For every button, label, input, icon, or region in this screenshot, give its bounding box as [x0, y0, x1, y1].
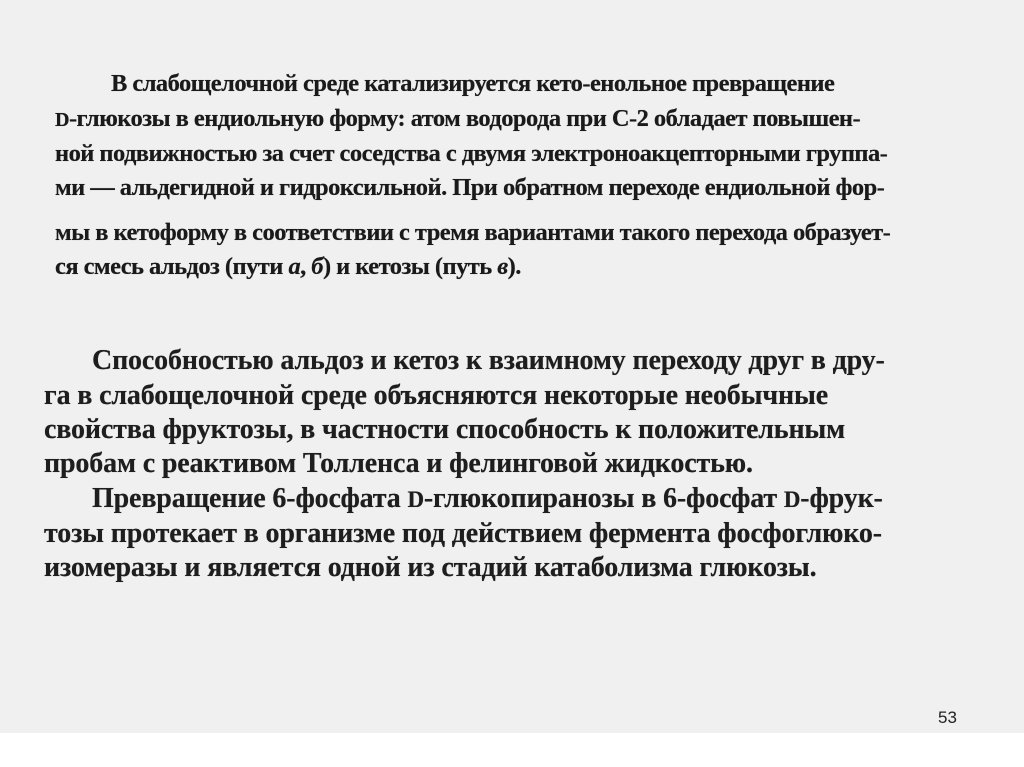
text-fragment: ) и кетозы (путь [322, 253, 498, 280]
text-line [55, 105, 860, 133]
text-line: пробам с реактивом Толленса и фелинговой жидкостью. [44, 448, 753, 479]
italic-letter: в [497, 253, 508, 280]
text-fragment: Превращение 6-фосфата [92, 483, 408, 514]
text-line: Способностью альдоз и кетоз к взаимному переходу друг в дру- [92, 345, 885, 376]
text-line: ми — альдегидной и гидроксильной. При обратном переходе ендиольной фор- [55, 174, 885, 201]
italic-letter: б [311, 253, 323, 280]
text-fragment: ). [507, 253, 521, 280]
page-number: 53 [938, 708, 957, 727]
text-fragment: -глюкозы в ендиольную форму: атом водорода при С-2 обладает повышен- [68, 105, 861, 132]
text-line: мы в кетоформу в соответствии с тремя вариантами такого перехода образует- [55, 219, 891, 246]
text-line [55, 253, 521, 281]
text-line: тозы протекает в организме под действием фермента фосфоглюко- [44, 518, 882, 549]
text-fragment: ся смесь альдоз (пути [55, 253, 289, 280]
small-caps-d: D [783, 487, 801, 512]
text-line: изомеразы и является одной из стадий катаболизма глюкозы. [44, 552, 817, 583]
small-caps-d: D [55, 109, 69, 131]
text-line: В слабощелочной среде катализируется кето-енольное превращение [111, 70, 835, 97]
text-line: свойства фруктозы, в частности способность к положительным [44, 414, 846, 445]
text-line [92, 483, 883, 515]
text-line: ной подвижностью за счет соседства с двумя электроноакцепторными группа- [55, 140, 888, 167]
small-caps-d: D [407, 487, 424, 512]
text-fragment: -фрук- [800, 483, 883, 514]
text-fragment: , [300, 253, 312, 280]
text-fragment: -глюкопиранозы в 6-фосфат [423, 483, 784, 514]
italic-letter: а [288, 253, 301, 280]
text-line: га в слабощелочной среде объясняются некоторые необычные [44, 380, 828, 411]
